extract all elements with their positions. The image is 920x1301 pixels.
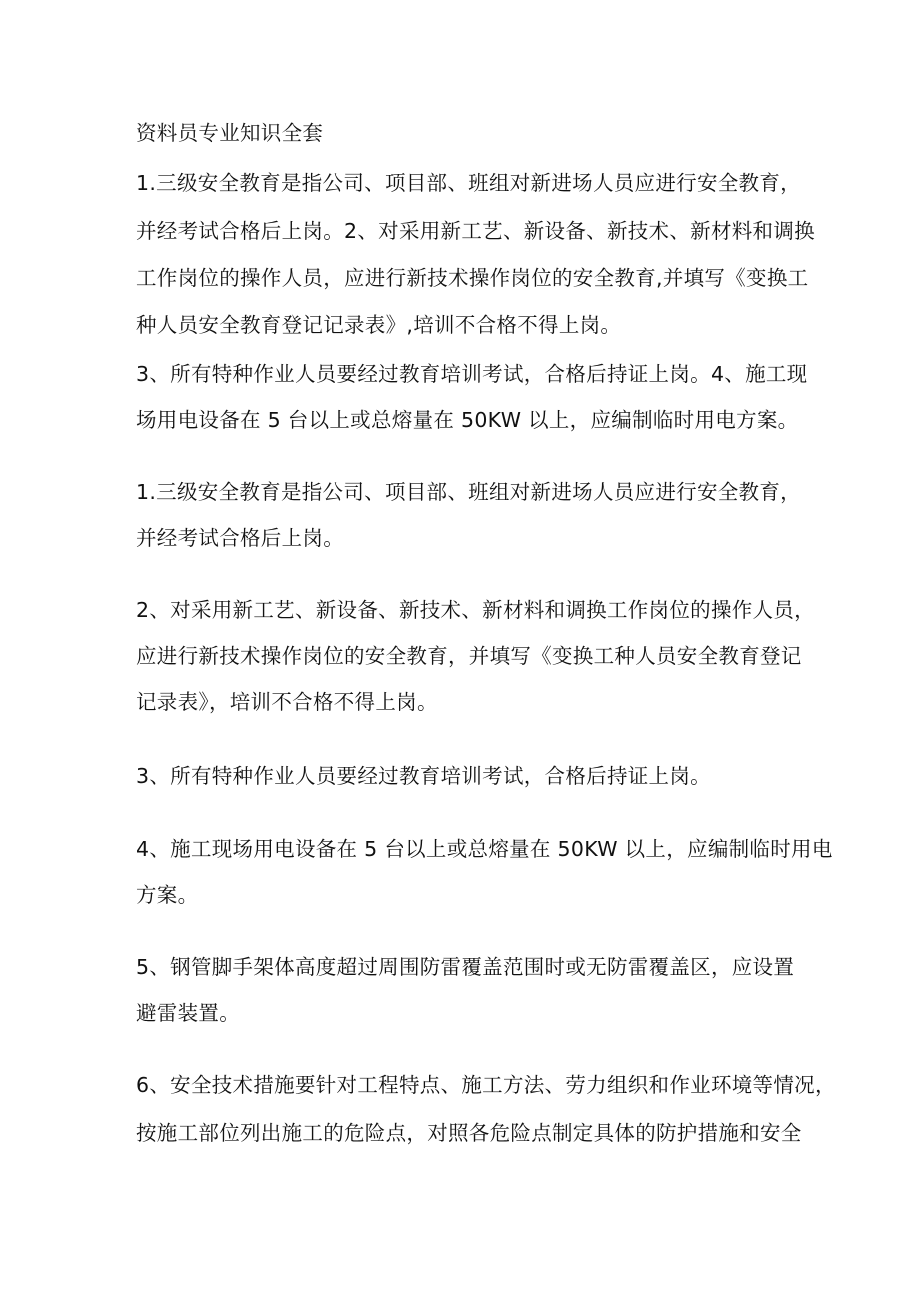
text-line: 场用电设备在 5 台以上或总熔量在 50KW 以上，应编制临时用电方案。 bbox=[136, 408, 799, 432]
text-line: 避雷装置。 bbox=[136, 1001, 240, 1025]
text-line: 记录表》，培训不合格不得上岗。 bbox=[136, 690, 438, 714]
text-line: 4、施工现场用电设备在 5 台以上或总熔量在 50KW 以上，应编制临时用电 bbox=[136, 837, 833, 861]
text-line: 按施工部位列出施工的危险点，对照各危险点制定具体的防护措施和安全 bbox=[136, 1121, 802, 1145]
text-line: 3、所有特种作业人员要经过教育培训考试，合格后持证上岗。4、施工现 bbox=[136, 362, 808, 386]
text-line: 并经考试合格后上岗。2、对采用新工艺、新设备、新技术、新材料和调换 bbox=[136, 219, 815, 243]
text-line: 工作岗位的操作人员，应进行新技术操作岗位的安全教育,并填写《变换工 bbox=[136, 266, 809, 290]
text-line: 方案。 bbox=[136, 883, 199, 907]
text-line: 2、对采用新工艺、新设备、新技术、新材料和调换工作岗位的操作人员， bbox=[136, 598, 815, 622]
text-line: 种人员安全教育登记记录表》,培训不合格不得上岗。 bbox=[136, 313, 622, 337]
text-line: 并经考试合格后上岗。 bbox=[136, 526, 344, 550]
text-line: 1.三级安全教育是指公司、项目部、班组对新进场人员应进行安全教育， bbox=[136, 171, 801, 195]
text-line: 6、安全技术措施要针对工程特点、施工方法、劳力组织和作业环境等情况， bbox=[136, 1073, 836, 1097]
text-line: 3、所有特种作业人员要经过教育培训考试，合格后持证上岗。 bbox=[136, 764, 711, 788]
text-line: 应进行新技术操作岗位的安全教育，并填写《变换工种人员安全教育登记 bbox=[136, 644, 802, 668]
document-title: 资料员专业知识全套 bbox=[136, 121, 324, 145]
text-line: 5、钢管脚手架体高度超过周围防雷覆盖范围时或无防雷覆盖区，应设置 bbox=[136, 955, 795, 979]
text-line: 1.三级安全教育是指公司、项目部、班组对新进场人员应进行安全教育， bbox=[136, 480, 801, 504]
